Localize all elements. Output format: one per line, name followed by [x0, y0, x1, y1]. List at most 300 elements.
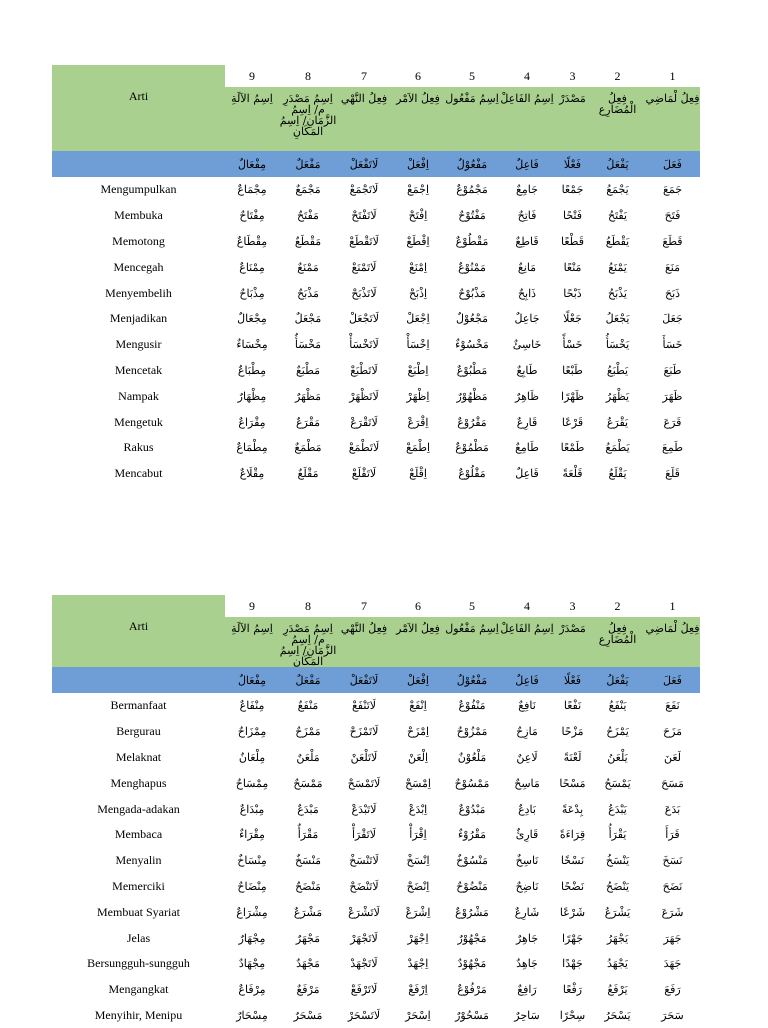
- word-cell: لَاتَجْعَلْ: [348, 312, 380, 326]
- table-row: [52, 925, 700, 951]
- column-number: 8: [279, 595, 337, 617]
- arti-cell: Melaknat: [115, 749, 162, 764]
- column-number: 5: [445, 65, 499, 87]
- header-number-row: [52, 65, 700, 87]
- word-cell: مِظْهَارٌ: [237, 389, 267, 403]
- word-cell: طَابِعٌ: [516, 363, 538, 377]
- pattern-cell: مَفْعَلٌ: [279, 667, 337, 693]
- column-label: فِعِلُ الْمُضَارِع: [590, 617, 645, 667]
- word-cell: مَنْفُوْعٌ: [458, 699, 486, 713]
- word-cell: مَرْفَعٌ: [296, 983, 320, 997]
- word-cell: لَاتَنْضَحْ: [349, 879, 379, 893]
- word-cell: مَلْعَنٌ: [296, 750, 320, 764]
- arti-cell: Nampak: [118, 388, 159, 403]
- word-cell: قَاطِعٌ: [515, 234, 539, 248]
- word-cell: طَمْعًا: [560, 441, 585, 455]
- header-number-row: [52, 595, 700, 617]
- word-cell: لَاتَقْرَأْ: [351, 828, 377, 842]
- column-number: 9: [225, 65, 279, 87]
- word-cell: لَاتَلْعَنْ: [350, 750, 378, 764]
- word-cell: مَطْبَعٌ: [295, 363, 321, 377]
- arti-cell: Jelas: [126, 930, 151, 945]
- pattern-cell: فَاعِلٌ: [499, 151, 555, 177]
- word-cell: جَهْرًا: [562, 931, 583, 945]
- word-cell: جَعْلًا: [563, 312, 582, 326]
- word-cell: نَضَحَ: [662, 879, 683, 893]
- column-label: اِسِمُ الفَاعِلْ: [499, 617, 555, 667]
- word-cell: ذَابِحٌ: [517, 286, 537, 300]
- word-cell: مَقْرَأٌ: [297, 828, 319, 842]
- word-cell: مَطْبُوْعٌ: [456, 363, 488, 377]
- word-cell: فَتْحًا: [562, 209, 583, 223]
- column-number: 4: [499, 595, 555, 617]
- arti-cell: Menjadikan: [109, 311, 168, 326]
- word-cell: مِشْرَاعٌ: [236, 905, 268, 919]
- table-row: [52, 899, 700, 925]
- word-cell: جَمْعًا: [561, 183, 584, 197]
- pattern-cell: لَاتَفْعَلْ: [337, 151, 391, 177]
- column-label: فِعِلُ الْمُضَارِع: [590, 87, 645, 151]
- word-cell: يَجْمَعُ: [606, 183, 629, 197]
- word-cell: جَاهِرٌ: [515, 931, 539, 945]
- word-cell: اِطْمَعْ: [405, 441, 431, 455]
- word-cell: مَسْحَرٌ: [293, 1008, 323, 1022]
- arti-cell: Mengusir: [115, 337, 162, 352]
- table-row: [52, 822, 700, 848]
- pattern-cell: فَعْلًا: [555, 151, 590, 177]
- word-cell: يَطْمَعُ: [605, 441, 630, 455]
- word-cell: مِطْمَاعٌ: [236, 441, 268, 455]
- word-cell: مَمْنُوْعٌ: [458, 260, 486, 274]
- table-row: [52, 848, 700, 874]
- word-cell: لَاتَسْحَرْ: [347, 1008, 381, 1022]
- word-cell: يَجْهَرُ: [606, 931, 629, 945]
- word-cell: مِخْسَاءٌ: [236, 338, 268, 352]
- word-cell: جَمَعَ: [662, 183, 682, 197]
- word-cell: مَنْسُوْخٌ: [456, 854, 488, 868]
- word-cell: مِجْهَادٌ: [238, 957, 266, 971]
- table-row: [52, 203, 700, 229]
- word-cell: مَجْعَلٌ: [294, 312, 322, 326]
- column-label: مَصْدَرْ: [555, 87, 590, 151]
- table-row: [52, 306, 700, 332]
- word-cell: يَجْعَلُ: [605, 312, 630, 326]
- word-cell: اِجْعَلْ: [406, 312, 430, 326]
- table-row: [52, 770, 700, 796]
- word-cell: مَمْنَعٌ: [297, 260, 319, 274]
- word-cell: اِبْدَعْ: [408, 802, 428, 816]
- word-cell: لَاتَجْهَدْ: [350, 957, 378, 971]
- word-cell: لَاتَقْرَعْ: [350, 415, 378, 429]
- table-row: [52, 409, 700, 435]
- word-cell: فَتَحَ: [664, 209, 681, 223]
- word-cell: مَبْدُوْعٌ: [458, 802, 486, 816]
- pattern-cell: مِفْعَالٌ: [225, 151, 279, 177]
- column-number: 8: [279, 65, 337, 87]
- word-cell: مِقْطَاعٌ: [236, 234, 268, 248]
- column-number: 9: [225, 595, 279, 617]
- word-cell: لَاتَطْمَعْ: [348, 441, 380, 455]
- word-cell: مَقْرَعٌ: [295, 415, 321, 429]
- arti-cell: Bergurau: [116, 724, 161, 739]
- word-cell: مَزْحًا: [561, 725, 584, 739]
- word-cell: مَفْتُوْحٌ: [458, 209, 486, 223]
- word-cell: يَقْرَعُ: [606, 415, 629, 429]
- word-cell: لَاتَظْهَرْ: [349, 389, 379, 403]
- word-cell: لَاتَرْفَعْ: [350, 983, 378, 997]
- word-cell: قَارِئٌ: [515, 828, 539, 842]
- word-cell: مَشْرُوْعٌ: [455, 905, 489, 919]
- word-cell: لَاتَطْبَعْ: [350, 363, 378, 377]
- word-cell: مَبْدَعٌ: [297, 802, 319, 816]
- column-label: فِعِلُ لْمَاضِي: [645, 87, 700, 151]
- word-cell: يَبْدَعُ: [608, 802, 627, 816]
- word-cell: بَدَعَ: [664, 802, 681, 816]
- column-number: 2: [590, 595, 645, 617]
- word-cell: لَاتَشْرَعْ: [348, 905, 380, 919]
- word-cell: جَهَدَ: [663, 957, 682, 971]
- arti-cell: Mengada-adakan: [97, 801, 180, 816]
- pattern-cell: مِفْعَالٌ: [225, 667, 279, 693]
- word-cell: لَاتَقْطَعْ: [349, 234, 379, 248]
- word-cell: اِشْرَعْ: [405, 905, 431, 919]
- word-cell: مَخْسُوْءٌ: [455, 338, 489, 352]
- word-cell: مَقْطَعٌ: [294, 234, 322, 248]
- arti-cell: Rakus: [123, 440, 154, 455]
- column-label: فِعِلُ الاَمْر: [391, 617, 445, 667]
- word-cell: نَسَخَ: [662, 854, 683, 868]
- arti-cell: Bermanfaat: [110, 698, 167, 713]
- word-cell: طَبْعًا: [562, 363, 583, 377]
- word-cell: يَشْرَعُ: [604, 905, 631, 919]
- table-row: [52, 358, 700, 384]
- arti-cell: Menyalin: [115, 853, 162, 868]
- word-cell: قَاعِلٌ: [515, 467, 539, 481]
- word-cell: اِرْفَعْ: [408, 983, 428, 997]
- word-cell: يَنْضَحُ: [605, 879, 630, 893]
- word-cell: يَظْهَرُ: [605, 389, 630, 403]
- pattern-cell: يَفْعَلُ: [590, 667, 645, 693]
- word-cell: مَنْضُوْحٌ: [456, 879, 488, 893]
- table-row: [52, 461, 700, 487]
- arti-cell: Memerciki: [112, 878, 165, 893]
- word-cell: خَسْأً: [562, 338, 583, 352]
- word-cell: مَظْهُوْرٌ: [456, 389, 488, 403]
- word-cell: بِدْعَةً: [561, 802, 584, 816]
- word-cell: اِقْطَعْ: [406, 234, 430, 248]
- column-number: 1: [645, 65, 700, 87]
- word-cell: مِجْهَارٌ: [238, 931, 266, 945]
- word-cell: مِنْضَاحٌ: [237, 879, 267, 893]
- word-cell: مِطْبَاعٌ: [237, 363, 267, 377]
- word-cell: شَرَعَ: [661, 905, 684, 919]
- word-cell: مِمْزَاحٌ: [237, 725, 267, 739]
- pattern-cell: اِفْعَلْ: [391, 667, 445, 693]
- word-cell: مَطْمُوْعٌ: [455, 441, 489, 455]
- word-cell: جَعَلَ: [662, 312, 683, 326]
- word-cell: سَاحِرٌ: [514, 1008, 540, 1022]
- table-row: [52, 796, 700, 822]
- word-cell: يَسْحَرُ: [604, 1008, 631, 1022]
- word-cell: يَمْنَعُ: [608, 260, 627, 274]
- word-cell: نَفْعًا: [563, 699, 582, 713]
- word-cell: مَجْهُوْرٌ: [457, 931, 487, 945]
- pattern-arti-cell: [52, 667, 225, 693]
- column-number: 7: [337, 65, 391, 87]
- word-cell: مَجْهُوْدٌ: [457, 957, 487, 971]
- table-row: [52, 177, 700, 203]
- arti-cell: Mencabut: [114, 466, 163, 481]
- word-cell: مِمْنَاعٌ: [239, 260, 265, 274]
- word-cell: خَسَأَ: [662, 338, 683, 352]
- column-label: فِعِلُ النَّهْي: [337, 87, 391, 151]
- table-row: [52, 332, 700, 358]
- word-cell: اِفْتَحْ: [408, 209, 428, 223]
- word-cell: يَذْبَحُ: [608, 286, 627, 300]
- arti-cell: Mengumpulkan: [100, 182, 177, 197]
- word-cell: يَقْرَأُ: [608, 828, 627, 842]
- pattern-arti-cell: [52, 151, 225, 177]
- word-cell: مِقْرَاعٌ: [238, 415, 266, 429]
- conjugation-table-2: [52, 595, 700, 1028]
- word-cell: لَاتَمْنَعْ: [351, 260, 377, 274]
- column-label: اِسِمُ مَفْعُول: [445, 617, 499, 667]
- pattern-cell: مَفْعُوْلٌ: [445, 151, 499, 177]
- table-row: [52, 977, 700, 1003]
- word-cell: قَارِعٌ: [516, 415, 538, 429]
- word-cell: قَرْعًا: [561, 415, 584, 429]
- word-cell: مَرْفُوْعٌ: [457, 983, 487, 997]
- pattern-cell: لَاتَفْعَلْ: [337, 667, 391, 693]
- word-cell: مَذْبَحٌ: [297, 286, 319, 300]
- word-cell: لَاتَجْهَرْ: [350, 931, 378, 945]
- word-cell: مَجْمَعٌ: [295, 183, 321, 197]
- word-cell: مَفْتَحٌ: [297, 209, 319, 223]
- word-cell: جَهْدًا: [562, 957, 583, 971]
- word-cell: جَاعِلٌ: [514, 312, 540, 326]
- pattern-cell: مَفْعُوْلٌ: [445, 667, 499, 693]
- word-cell: رَفْعًا: [562, 983, 583, 997]
- word-cell: مَسَحَ: [661, 776, 684, 790]
- word-cell: مِفْتَاحٌ: [239, 209, 265, 223]
- word-cell: لَاتَمْسَحْ: [347, 776, 381, 790]
- arti-cell: Mengangkat: [108, 982, 169, 997]
- column-label: مَصْدَرْ: [555, 617, 590, 667]
- arti-cell: Menghapus: [110, 775, 167, 790]
- column-number: 2: [590, 65, 645, 87]
- word-cell: رَافِعٌ: [517, 983, 537, 997]
- word-cell: لَعْنَةً: [563, 750, 582, 764]
- word-cell: مَظْهَرٌ: [294, 389, 322, 403]
- word-cell: نَفَعَ: [665, 699, 680, 713]
- pattern-cell: اِفْعَلْ: [391, 151, 445, 177]
- word-cell: يَنْفَعُ: [608, 699, 627, 713]
- arti-cell: Membaca: [114, 827, 163, 842]
- word-cell: لَاتَنْسَخْ: [349, 854, 379, 868]
- word-cell: نَاضِحٌ: [515, 879, 539, 893]
- column-label: اِسِمُ الفَاعِلْ: [499, 87, 555, 151]
- pattern-cell: مَفْعَلٌ: [279, 151, 337, 177]
- pattern-cell: فَعَلَ: [645, 151, 700, 177]
- word-cell: اِذْبَحْ: [408, 286, 428, 300]
- pattern-row: [52, 667, 700, 693]
- word-cell: يَمْسَحُ: [604, 776, 631, 790]
- word-cell: مِلْعَانٌ: [238, 750, 266, 764]
- word-cell: مَخْسَأٌ: [294, 338, 322, 352]
- word-cell: قَرَأَ: [665, 828, 680, 842]
- word-cell: خَاسِئٌ: [512, 338, 542, 352]
- word-cell: مَانِعٌ: [517, 260, 537, 274]
- word-cell: مَمْزَحٌ: [295, 725, 321, 739]
- column-label: اِسِمُ الآلَةِ: [225, 617, 279, 667]
- word-cell: قَطَعَ: [662, 234, 683, 248]
- word-cell: شَارِعٌ: [514, 905, 540, 919]
- table-row: [52, 745, 700, 771]
- arti-cell: Mencetak: [114, 362, 163, 377]
- pattern-cell: يَفْعَلُ: [590, 151, 645, 177]
- word-cell: مَجْهَرٌ: [295, 931, 321, 945]
- word-cell: نَافِعٌ: [518, 699, 536, 713]
- word-cell: مِنْفَاعٌ: [239, 699, 265, 713]
- word-cell: مَنَعَ: [664, 260, 681, 274]
- word-cell: مَلْعُوْنٌ: [457, 750, 487, 764]
- word-cell: مَجْمُوْعٌ: [456, 183, 488, 197]
- word-cell: لَاتَجْمَعْ: [349, 183, 379, 197]
- word-cell: جَاهِدٌ: [516, 957, 538, 971]
- word-cell: يَخْسَأُ: [605, 338, 630, 352]
- word-cell: لَاتَخْسَأْ: [349, 338, 379, 352]
- column-label: فِعِلُ الاَمْر: [391, 87, 445, 151]
- word-cell: لَعَنَ: [663, 750, 682, 764]
- table-row: [52, 383, 700, 409]
- word-cell: مَطْمَعٌ: [294, 441, 322, 455]
- word-cell: مِسْحَارٌ: [236, 1008, 268, 1022]
- arti-cell: Membuat Syariat: [97, 904, 180, 919]
- word-cell: نَسْخًا: [560, 854, 585, 868]
- word-cell: مَقْلُوْعٌ: [458, 467, 486, 481]
- word-cell: مَمْزُوْحٌ: [456, 725, 488, 739]
- word-cell: اِلْعَنْ: [407, 750, 429, 764]
- word-cell: اِنْفَعْ: [409, 699, 427, 713]
- word-cell: يَفْتَحُ: [607, 209, 628, 223]
- column-number: 4: [499, 65, 555, 87]
- word-cell: جَهَرَ: [663, 931, 682, 945]
- word-cell: يَرْفَعُ: [607, 983, 628, 997]
- pattern-cell: فَاعِلٌ: [499, 667, 555, 693]
- word-cell: طَمِعَ: [662, 441, 683, 455]
- word-cell: قَطْعًا: [561, 234, 584, 248]
- word-cell: مَاسِحٌ: [514, 776, 540, 790]
- word-cell: يَقْلَعُ: [608, 467, 627, 481]
- table-row: [52, 1003, 700, 1028]
- word-cell: بَادِعٌ: [518, 802, 536, 816]
- column-label: اِسِمُ مَفْعُول: [445, 87, 499, 151]
- pattern-cell: فَعَلَ: [645, 667, 700, 693]
- word-cell: مَقْرُوْعٌ: [457, 415, 487, 429]
- word-cell: يَنْسَخُ: [605, 854, 630, 868]
- word-cell: مِنْسَاخٌ: [237, 854, 267, 868]
- arti-cell: Mencegah: [113, 259, 164, 274]
- word-cell: مَنْفَعٌ: [297, 699, 319, 713]
- word-cell: قَرَعَ: [663, 415, 682, 429]
- word-cell: مِرْفَاعٌ: [238, 983, 266, 997]
- word-cell: اِنْضَحْ: [406, 879, 430, 893]
- word-cell: لَاتَنْفَعْ: [351, 699, 377, 713]
- word-cell: ذَبَحَ: [664, 286, 681, 300]
- word-cell: مَمْسَحٌ: [293, 776, 323, 790]
- table-row: [52, 229, 700, 255]
- word-cell: اِمْزَحْ: [406, 725, 430, 739]
- word-cell: شَرْعًا: [559, 905, 586, 919]
- arti-cell: Memotong: [112, 233, 165, 248]
- word-cell: اِنْسَخْ: [406, 854, 430, 868]
- table-row: [52, 435, 700, 461]
- word-cell: اِطْبَعْ: [407, 363, 429, 377]
- word-cell: رَفَعَ: [664, 983, 681, 997]
- arti-header: Arti: [52, 595, 225, 667]
- word-cell: مَسْحُوْرٌ: [455, 1008, 489, 1022]
- word-cell: مِذْبَاحٌ: [239, 286, 265, 300]
- word-cell: مَنْسَخٌ: [294, 854, 322, 868]
- word-cell: يَقْطَعُ: [605, 234, 630, 248]
- column-number: 3: [555, 65, 590, 87]
- word-cell: مِبْدَاعٌ: [239, 802, 265, 816]
- arti-cell: Bersungguh-sungguh: [87, 956, 190, 971]
- word-cell: اِسْحَرْ: [405, 1008, 431, 1022]
- word-cell: يَجْهَدُ: [606, 957, 628, 971]
- word-cell: جَامِعٌ: [516, 183, 538, 197]
- column-label: فِعِلُ النَّهْي: [337, 617, 391, 667]
- word-cell: طَامِعٌ: [515, 441, 539, 455]
- word-cell: مَجْهَدٌ: [296, 957, 320, 971]
- word-cell: يَمْزَحُ: [606, 725, 629, 739]
- arti-cell: Menyihir, Menipu: [94, 1007, 183, 1022]
- word-cell: اِمْنَعْ: [408, 260, 428, 274]
- table-row: [52, 951, 700, 977]
- word-cell: مَقْرُوْءٌ: [457, 828, 486, 842]
- column-label: اِسِمُ مَصْدَرِ م/ اِسِمُ الزَّمَانِ/ اِسِمُ المَكَانِ: [279, 87, 337, 151]
- word-cell: قَلَعَ: [665, 467, 680, 481]
- word-cell: اِمْسَحْ: [405, 776, 431, 790]
- word-cell: قِرَاءَةً: [559, 828, 586, 842]
- arti-cell: Menyembelih: [105, 285, 172, 300]
- word-cell: ظَهَرَ: [662, 389, 683, 403]
- word-cell: مَسْحًا: [559, 776, 586, 790]
- word-cell: مِجْعَالٌ: [237, 312, 267, 326]
- word-cell: مِجْمَاعٌ: [237, 183, 267, 197]
- word-cell: ظَاهِرٌ: [515, 389, 539, 403]
- word-cell: مَنْعًا: [563, 260, 582, 274]
- arti-cell: Mengetuk: [114, 414, 163, 429]
- column-number: 6: [391, 65, 445, 87]
- column-label: اِسِمُ مَصْدَرِ م/ اِسِمُ الزَّمَانِ/ اِسِمُ المَكَانِ: [279, 617, 337, 667]
- word-cell: يَلْعَنُ: [607, 750, 628, 764]
- pattern-cell: فَعْلًا: [555, 667, 590, 693]
- word-cell: لَاتَمْزَحْ: [349, 725, 379, 739]
- column-number: 1: [645, 595, 700, 617]
- table-row: [52, 719, 700, 745]
- table-row: [52, 874, 700, 900]
- word-cell: مَقْطُوْعٌ: [455, 234, 489, 248]
- word-cell: اِجْهَرْ: [407, 931, 429, 945]
- column-number: 6: [391, 595, 445, 617]
- word-cell: فَاتِحٌ: [517, 209, 537, 223]
- arti-header: Arti: [52, 65, 225, 151]
- word-cell: لَاتَبْدَعْ: [351, 802, 377, 816]
- word-cell: لَاتَفْتَحْ: [351, 209, 377, 223]
- word-cell: سِحْرًا: [559, 1008, 586, 1022]
- word-cell: مَزَحَ: [662, 725, 683, 739]
